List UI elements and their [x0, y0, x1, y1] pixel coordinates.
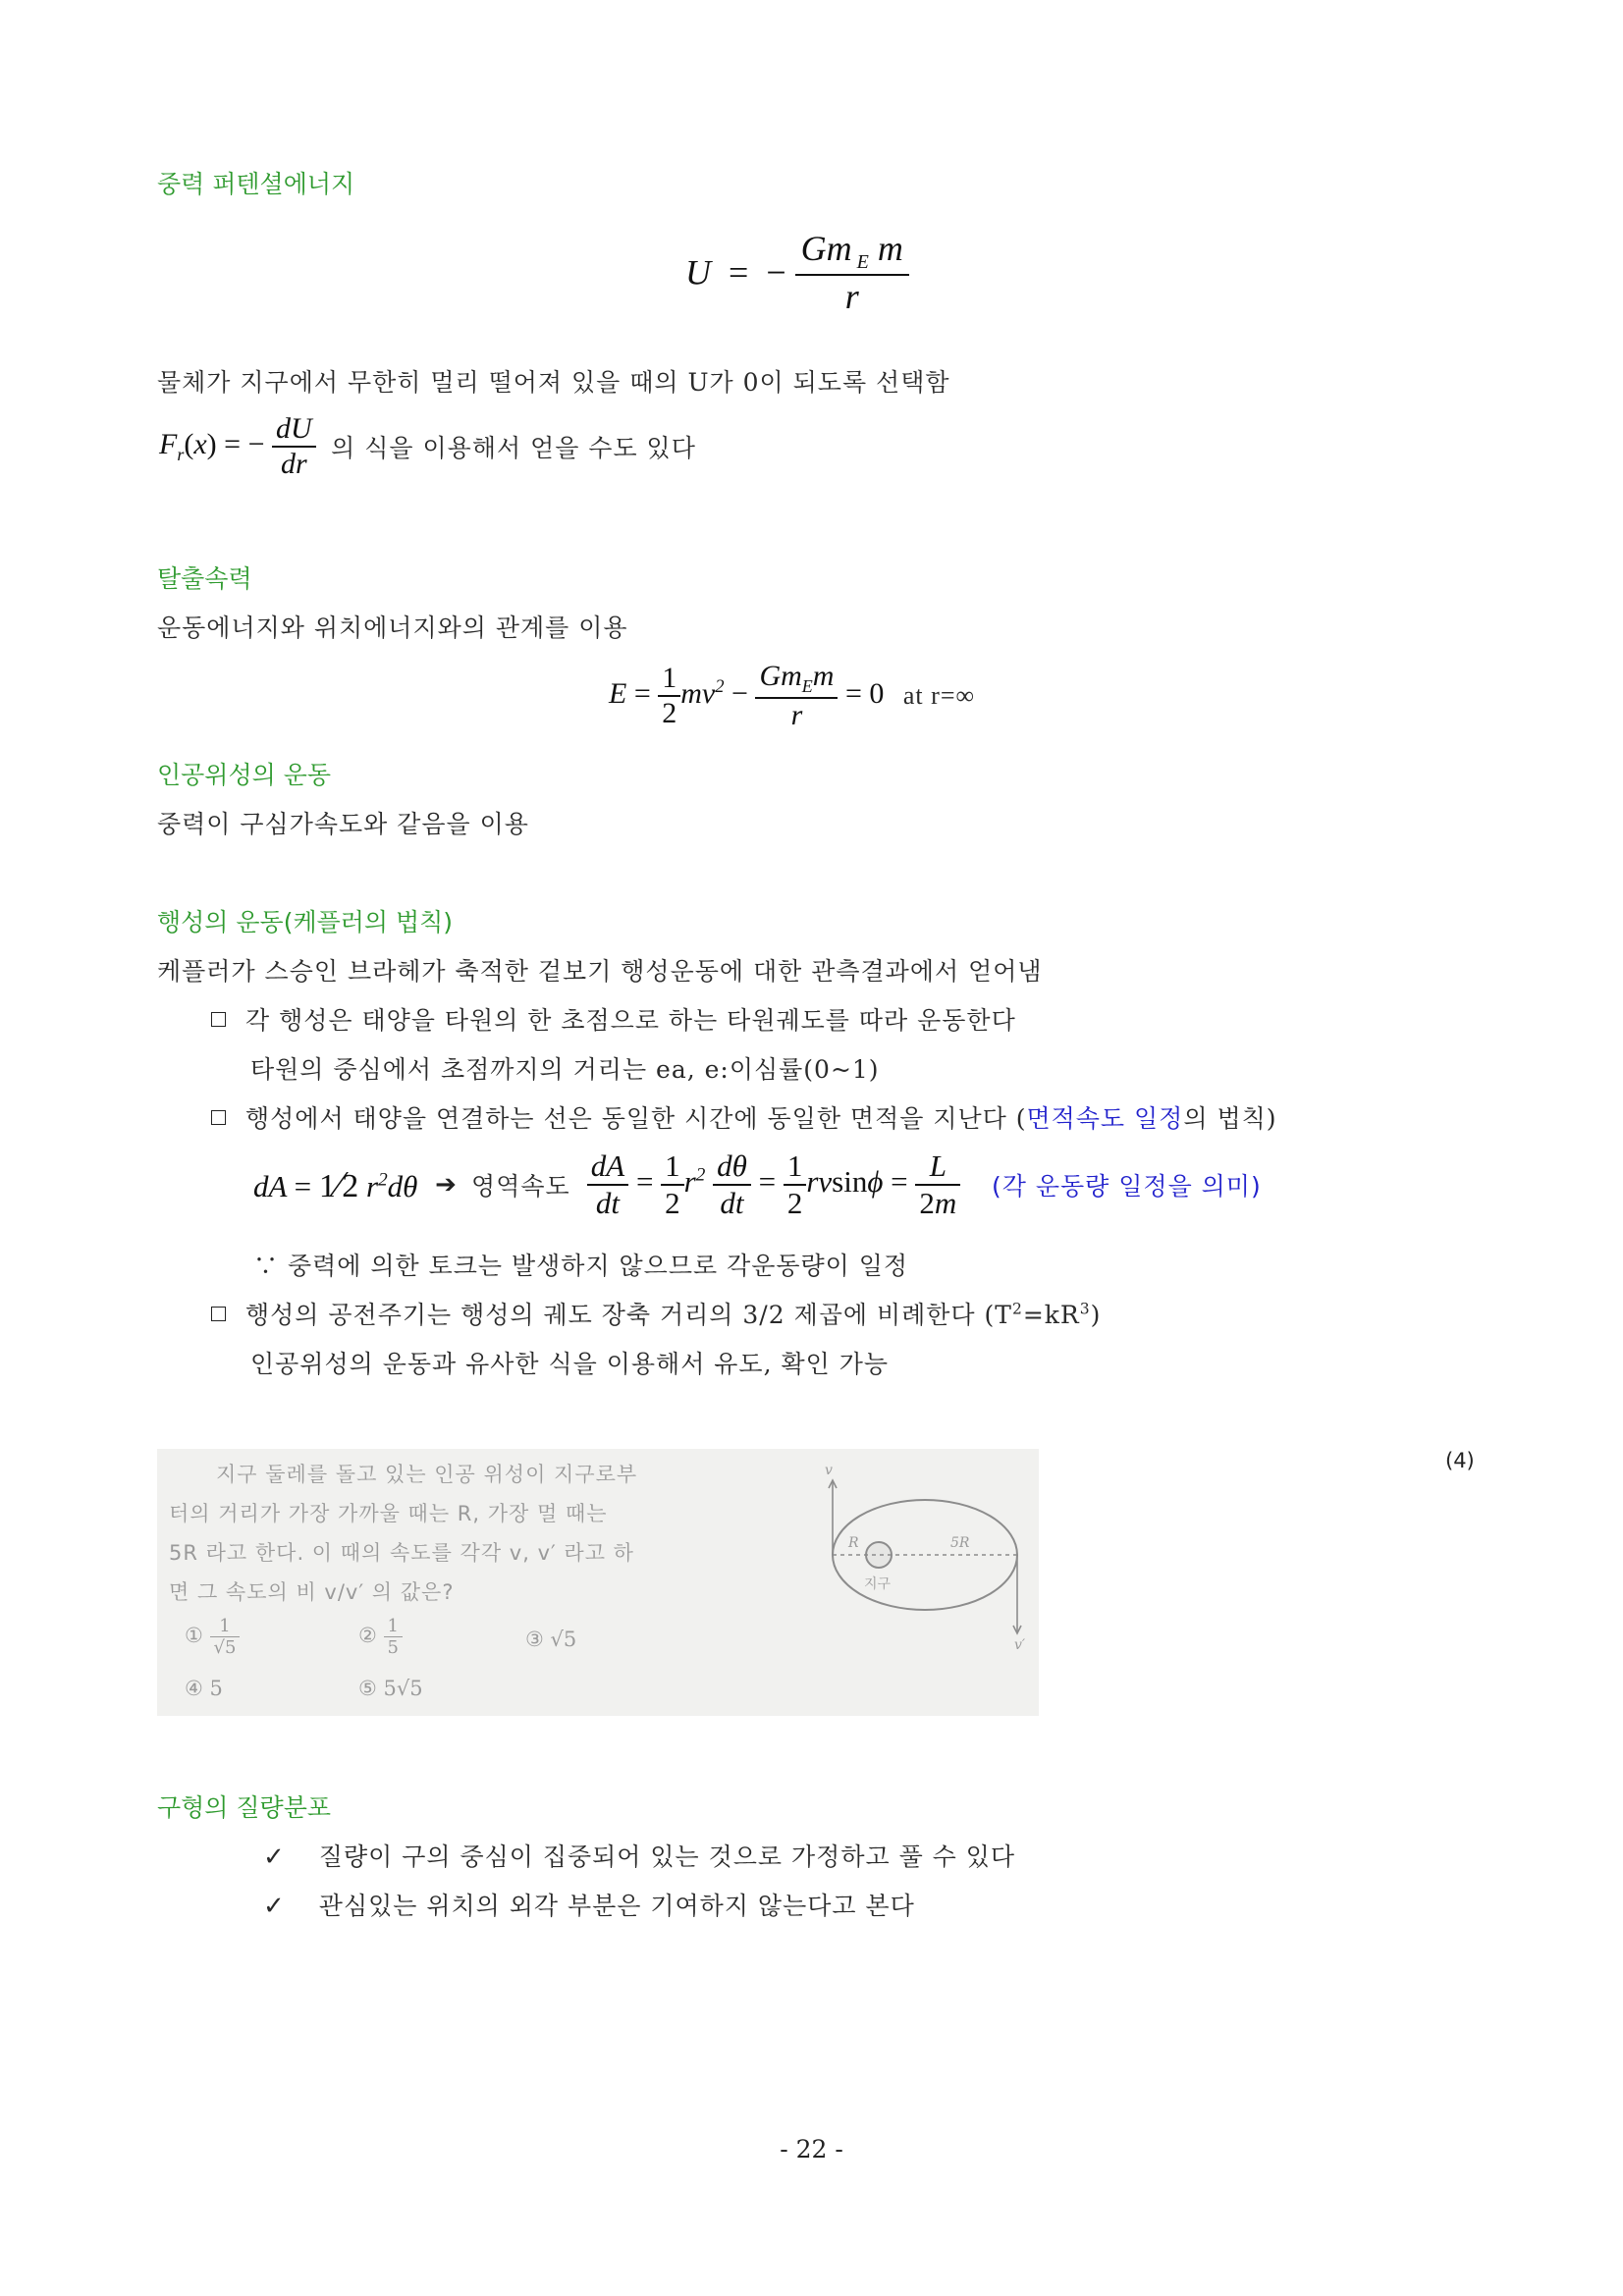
problem-answer: (4): [1445, 1449, 1475, 1472]
force-derivative-line: [159, 412, 696, 481]
orbit-ellipse: [833, 1500, 1017, 1610]
force-note: 의 식을 이용해서 얻을 수도 있다: [331, 434, 696, 462]
right-arrow-icon: ➔: [435, 1170, 457, 1200]
kepler-law-1: 각 행성은 태양을 타원의 한 초점으로 하는 타원궤도를 따라 운동한다: [211, 1001, 1016, 1037]
option-1: ① $\frac{1}{√5}$: [185, 1616, 240, 1658]
page-number: - 22 -: [780, 2135, 843, 2163]
problem-line-2: 터의 거리가 가장 가까울 때는 R, 가장 멀 때는: [169, 1502, 608, 1525]
checkmark-icon: ✓: [263, 1842, 286, 1872]
areal-velocity-label: 영역속도: [471, 1172, 570, 1201]
problem-line-3: 5R 라고 한다. 이 때의 속도를 각각 v, v′ 라고 하: [169, 1541, 634, 1565]
label-v-prime: v′: [1014, 1637, 1026, 1653]
option-3: ③ √5: [525, 1628, 577, 1651]
kepler-law-3: 행성의 공전주기는 행성의 궤도 장축 거리의 3/2 제곱에 비례한다 $(T^2=kR^3)$: [211, 1296, 1101, 1331]
escape-desc: 운동에너지와 위치에너지와의 관계를 이용: [157, 614, 628, 642]
option-2: ② $\frac{1}{5}$: [358, 1616, 403, 1658]
equation-force: $F_r(x)$ = − $\frac{dU}{dr}$: [159, 428, 323, 460]
problem-line-4: 면 그 속도의 비 v/v′ 의 값은?: [169, 1580, 455, 1604]
angular-momentum-note: (각 운동량 일정을 의미): [992, 1172, 1262, 1201]
escape-condition: at r=∞: [902, 681, 976, 710]
square-bullet-icon: [211, 1307, 226, 1321]
heading-escape-speed: 탈출속력: [157, 564, 252, 593]
satellite-problem-image: [157, 1449, 1039, 1716]
option-5: ⑤ 5√5: [358, 1677, 423, 1700]
kepler-law-1-note: 타원의 중심에서 초점까지의 거리는 ea, e:이심률(0~1): [250, 1055, 880, 1084]
problem-line-1: 지구 둘레를 돌고 있는 인공 위성이 지구로부: [216, 1463, 638, 1486]
equation-areal-velocity: dA = 1⁄2 $r^2d\theta$ ➔ 영역속도 $\frac{dA}{dt}$ = $\frac{1}{2}$ $r^2$ $\frac{d\theta}{dt}$ = $\frac{1}{2}$ rvsinϕ = $\frac{L}{2m}$ (각 운동량 일정을 의미): [253, 1148, 1262, 1220]
label-v: v: [825, 1463, 833, 1478]
square-bullet-icon: [211, 1012, 226, 1027]
heading-spherical-mass: 구형의 질량분포: [157, 1793, 331, 1822]
heading-gravity-potential: 중력 퍼텐셜에너지: [157, 170, 355, 198]
sphere-item-1: ✓ 질량이 구의 중심이 집중되어 있는 것으로 가정하고 풀 수 있다: [263, 1842, 1016, 1872]
option-4: ④ 5: [185, 1677, 223, 1700]
satellite-desc: 중력이 구심가속도와 같음을 이용: [157, 810, 529, 838]
potential-zero-note: 물체가 지구에서 무한히 멀리 떨어져 있을 때의 U가 0이 되도록 선택함: [157, 368, 950, 397]
kepler-law-3-note: 인공위성의 운동과 유사한 식을 이용해서 유도, 확인 가능: [250, 1350, 890, 1378]
label-5r: 5R: [950, 1535, 970, 1551]
kepler-intro: 케플러가 스승인 브라헤가 축적한 겉보기 행성운동에 대한 관측결과에서 얻어냄: [157, 957, 1043, 986]
label-r: R: [848, 1535, 859, 1551]
checkmark-icon: ✓: [263, 1892, 286, 1921]
label-earth: 지구: [864, 1576, 892, 1592]
heading-kepler-laws: 행성의 운동(케플러의 법칙): [157, 908, 454, 936]
equation-potential-energy: U = − $\frac{Gm _E m}{r}$: [685, 228, 909, 317]
square-bullet-icon: [211, 1110, 226, 1125]
sphere-item-2: ✓ 관심있는 위치의 외각 부분은 기여하지 않는다고 본다: [263, 1892, 915, 1921]
orbit-diagram: [785, 1457, 1031, 1653]
kepler-law-2: 행성에서 태양을 연결하는 선은 동일한 시간에 동일한 면적을 지난다 (면적속도 일정의 법칙): [211, 1099, 1277, 1135]
equation-escape-energy: E = $\frac{1}{2}$ $mv^2$ − $\frac{Gm_Em}{r}$ = 0 at r=∞: [609, 660, 976, 731]
torque-note: ∵ 중력에 의한 토크는 발생하지 않으므로 각운동량이 일정: [253, 1252, 909, 1280]
heading-satellite-motion: 인공위성의 운동: [157, 761, 331, 789]
